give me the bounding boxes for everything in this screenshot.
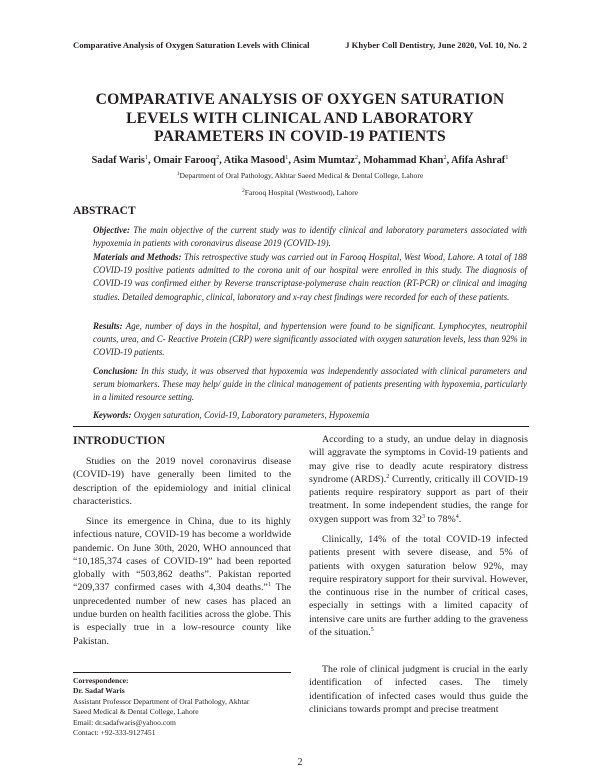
running-header-right: J Khyber Coll Dentistry, June 2020, Vol. 10, No. 2	[345, 40, 527, 50]
author-name: Sadaf Waris	[91, 155, 145, 166]
correspondence-contact: Contact: +92-333-9127451	[73, 728, 156, 737]
intro-paragraph	[73, 515, 291, 648]
citation-ref: 3	[422, 513, 425, 520]
correspondence-position: Assistant Professor Department of Oral Pathology, Akhtar	[73, 697, 250, 706]
affiliation-number: 2	[241, 188, 245, 194]
correspondence-institution: Saeed Medical & Dental College, Lahore	[73, 707, 199, 716]
citation-ref: 4	[455, 513, 459, 520]
affiliation-number: 1	[176, 171, 180, 177]
author-affiliation-mark: 2	[443, 154, 447, 161]
affiliation-text: Farooq Hospital (Westwood), Lahore	[244, 188, 359, 197]
page-number: 2	[297, 757, 303, 768]
intro-paragraph: The role of clinical judgment is crucial in the early identification of infected cases. The timely identification of infected cases would thus guide the clinicians towards prompt and precise treatment	[309, 664, 528, 715]
methods-text: This retrospective study was carried out in Farooq Hospital, West Wood, Lahore. A total of 188 COVID-19 positive patients admitted to the corona unit of our hospital were enrolled in this study. The diagnosis of COVID-19 was confirmed either by Reverse transcriptase-polymerase chain reaction (RT-PCR) or clinical and imaging studies. Detailed demographic, clinical, laboratory and x-ray chest findings were recorded for each of these patients.	[93, 252, 527, 302]
abstract-conclusion	[93, 365, 527, 405]
correspondence-name: Dr. Sadaf Waris	[73, 686, 125, 695]
abstract-keywords	[93, 409, 527, 422]
objective-label: Objective:	[93, 225, 130, 235]
correspondence-email: Email: dr.sadafwaris@yahoo.com	[73, 718, 176, 727]
keywords-label: Keywords:	[93, 410, 132, 420]
author-name: Mohammad Khan	[363, 155, 444, 166]
conclusion-text: In this study, it was observed that hypoxemia was independently associated with clinical parameters and serum biomarkers. These may help/ guide in the clinical management of patients presenting with hypoxemia, particularly in a limited resource setting.	[93, 366, 527, 403]
author-affiliation-mark: 2	[354, 154, 359, 161]
paragraph-text: Clinically, 14% of the total COVID-19 infected patients present with severe disease, and 5% of patients with oxygen saturation below 92%, may require respiratory support for their survival. However, the continuous rise in the number of critical cases, especially in settings with a limited capacity of intensive care units are further adding to the graveness of the situation.	[309, 534, 528, 639]
author-affiliation-mark: 2	[215, 154, 220, 161]
correspondence-heading: Correspondence:	[73, 676, 129, 685]
author-affiliation-mark: 1	[144, 154, 149, 161]
author-name: Atika Masood	[223, 155, 286, 166]
author-name: Asim Mumtaz	[292, 155, 355, 166]
abstract-results	[93, 320, 527, 360]
paragraph-text: Since its emergence in China, due to its highly infectious nature, COVID-19 has become a worldwide pandemic. On June 30th, 2020, WHO announced that “10,185,374 cases of COVID-19” had been reported globally with “503,862 deaths”. Pakistan reported “209,337 confirmed cases with 4,304 deaths.”	[73, 516, 291, 594]
objective-text: The main objective of the current study was to identify clinical and laboratory parameters associated with hypoxemia in patients with coronavirus disease 2019 (COVID-19).	[93, 225, 527, 249]
conclusion-label: Conclusion:	[93, 366, 138, 376]
abstract-objective	[93, 224, 527, 250]
affiliation	[60, 188, 540, 197]
running-header-left: Comparative Analysis of Oxygen Saturation Levels with Clinical	[73, 40, 310, 50]
citation-ref: 2	[386, 473, 390, 480]
intro-paragraph	[309, 433, 528, 526]
title-line: PARAMETERS IN COVID-19 PATIENTS	[154, 128, 446, 146]
paragraph-text: According to a study, an undue delay in diagnosis will aggravate the symptoms in Covid-19 patients and may give rise to deadly acute respiratory distress syndrome (ARDS).	[309, 434, 528, 485]
paragraph-text: Currently, critically ill COVID-19 patients require respiratory support as part of their treatment. In some independent studies, the range for oxygen support was from 32	[309, 473, 528, 525]
introduction-heading: INTRODUCTION	[73, 435, 166, 447]
title-line: COMPARATIVE ANALYSIS OF OXYGEN SATURATION	[95, 91, 505, 108]
author-name: Omair Farooq	[153, 155, 216, 166]
abstract-methods	[93, 251, 527, 304]
paragraph-text: The unprecedented number of new cases has placed an undue burden on health facilities across the globe. This is especially true in a low-resource county like Pakistan.	[73, 582, 291, 647]
author-affiliation-mark: 1	[505, 154, 509, 161]
article-title	[60, 91, 540, 147]
author-affiliation-mark: 1	[285, 154, 289, 161]
title-line: LEVELS WITH CLINICAL AND LABORATORY	[126, 109, 474, 127]
citation-ref: 5	[370, 627, 374, 634]
section-divider	[73, 426, 529, 427]
methods-label: Materials and Methods:	[93, 252, 182, 262]
affiliation-text: Department of Oral Pathology, Akhtar Saeed Medical & Dental College, Lahore	[179, 171, 424, 180]
paragraph-text: to 78%	[425, 513, 456, 525]
affiliation	[60, 171, 540, 180]
author-list: Sadaf Waris$^1$, Omair Farooq$^2$, Atika Masood$^1$, Asim Mumtaz$^2$, Mohammad Khan$^2$, Afifa Ashraf$^1$	[91, 154, 509, 166]
results-text: Age, number of days in the hospital, and hypertension were found to be significant. Lymphocytes, neutrophil counts, urea, and C- Reactive Protein (CRP) were significantly associated with oxygen saturation levels, less than 92% in COVID-19 patients.	[93, 321, 527, 358]
results-label: Results:	[93, 321, 123, 331]
intro-paragraph: Studies on the 2019 novel coronavirus disease (COVID-19) have generally been limited to the description of the epidemiology and initial clinical characteristics.	[73, 456, 291, 507]
keywords-text: Oxygen saturation, Covid-19, Laboratory parameters, Hypoxemia	[133, 410, 370, 420]
abstract-heading: ABSTRACT	[73, 205, 136, 217]
citation-ref: 1	[267, 582, 271, 589]
correspondence-divider	[73, 672, 291, 673]
intro-paragraph	[309, 533, 528, 639]
author-name: Afifa Ashraf	[451, 155, 506, 166]
paragraph-text: .	[458, 513, 462, 525]
